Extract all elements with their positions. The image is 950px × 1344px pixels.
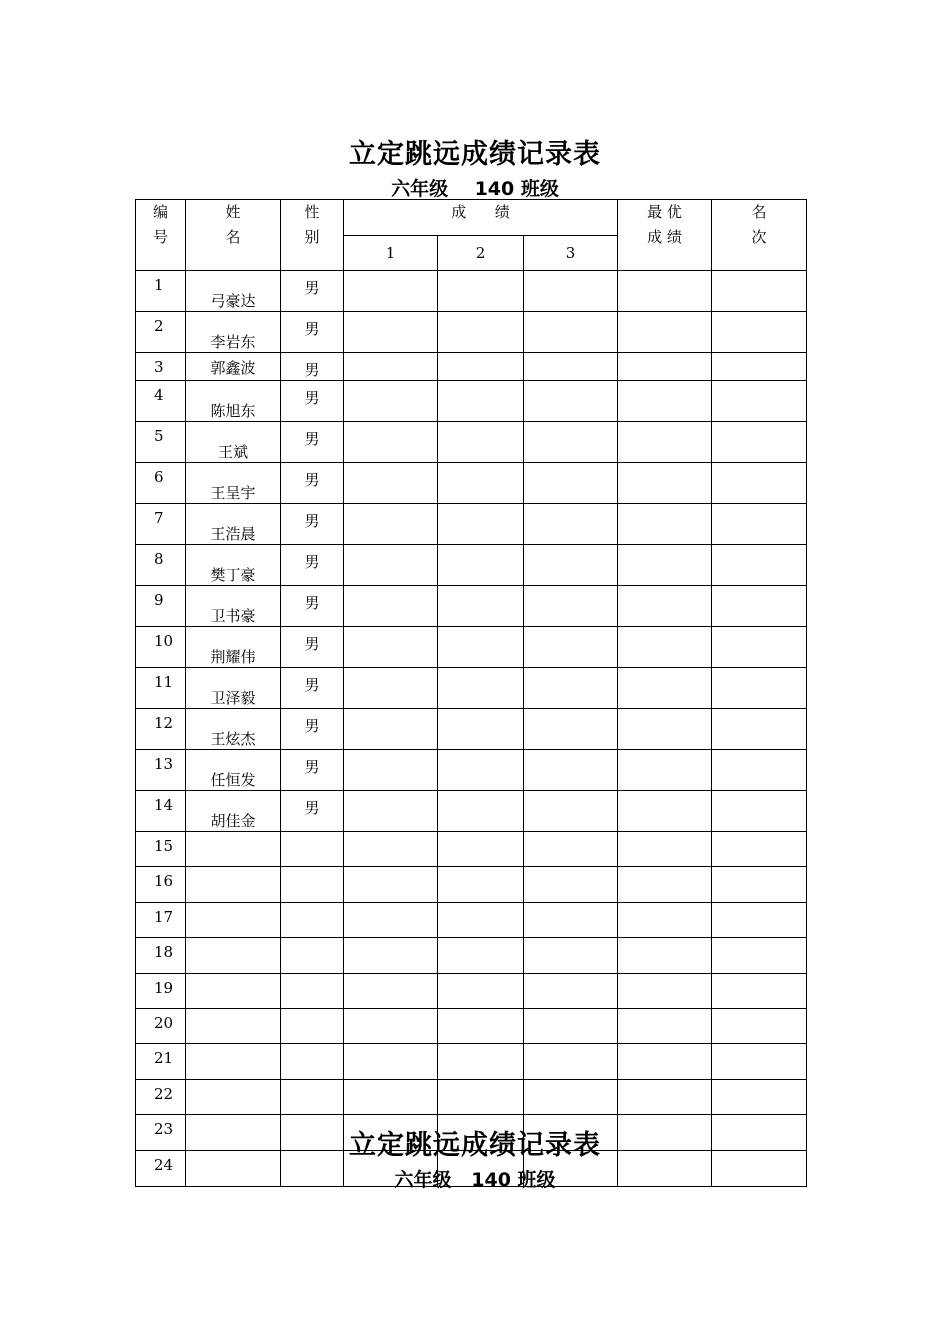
- row-number: 18: [136, 938, 186, 974]
- trial-3-cell: [524, 504, 618, 545]
- trial-2-cell: [438, 381, 524, 422]
- trial-2-cell: [438, 750, 524, 791]
- rank-cell: [712, 791, 807, 832]
- student-name: [186, 938, 281, 974]
- trial-1-cell: [344, 627, 438, 668]
- trial-3-cell: [524, 668, 618, 709]
- table-row: [136, 1044, 807, 1080]
- trial-2-cell: [438, 1009, 524, 1044]
- table-row: [136, 353, 807, 381]
- row-number: 19: [136, 974, 186, 1009]
- trial-3-cell: [524, 353, 618, 381]
- student-gender: [281, 903, 344, 938]
- table-row: [136, 504, 807, 545]
- trial-1-cell: [344, 750, 438, 791]
- rank-cell: [712, 750, 807, 791]
- header-best: 最 优 成 绩: [618, 200, 712, 271]
- best-score-cell: [618, 1080, 712, 1115]
- trial-1-cell: [344, 1080, 438, 1115]
- trial-2-cell: [438, 422, 524, 463]
- student-gender: 男: [281, 463, 344, 504]
- rank-cell: [712, 668, 807, 709]
- table-row: [136, 791, 807, 832]
- best-score-cell: [618, 709, 712, 750]
- best-score-cell: [618, 903, 712, 938]
- table-row: [136, 271, 807, 312]
- table-row: [136, 709, 807, 750]
- trial-2-cell: [438, 1080, 524, 1115]
- trial-1-cell: [344, 545, 438, 586]
- best-score-cell: [618, 271, 712, 312]
- trial-2-cell: [438, 867, 524, 903]
- trial-1-cell: [344, 381, 438, 422]
- score-table-body: [136, 271, 807, 1187]
- trial-3-cell: [524, 867, 618, 903]
- header-num: 编 号: [136, 200, 186, 271]
- trial-1-cell: [344, 422, 438, 463]
- row-number: 16: [136, 867, 186, 903]
- trial-1-cell: [344, 504, 438, 545]
- best-score-cell: [618, 832, 712, 867]
- trial-2-cell: [438, 586, 524, 627]
- table-row: [136, 1009, 807, 1044]
- student-name: 郭鑫波: [186, 353, 281, 381]
- trial-2-cell: [438, 353, 524, 381]
- student-name: 卫泽毅: [186, 668, 281, 709]
- table-row: [136, 867, 807, 903]
- row-number: 2: [136, 312, 186, 353]
- trial-2-cell: [438, 938, 524, 974]
- student-name: 荆耀伟: [186, 627, 281, 668]
- trial-2-cell: [438, 463, 524, 504]
- student-gender: [281, 974, 344, 1009]
- table-row: [136, 422, 807, 463]
- table-row: [136, 312, 807, 353]
- rank-cell: [712, 545, 807, 586]
- student-gender: [281, 832, 344, 867]
- trial-3-cell: [524, 709, 618, 750]
- trial-1-cell: [344, 791, 438, 832]
- student-name: 胡佳金: [186, 791, 281, 832]
- row-number: 1: [136, 271, 186, 312]
- best-score-cell: [618, 504, 712, 545]
- trial-2-cell: [438, 271, 524, 312]
- student-name: 王呈宇: [186, 463, 281, 504]
- student-name: 王炫杰: [186, 709, 281, 750]
- trial-3-cell: [524, 938, 618, 974]
- best-score-cell: [618, 1044, 712, 1080]
- trial-1-cell: [344, 463, 438, 504]
- trial-1-cell: [344, 586, 438, 627]
- student-gender: [281, 867, 344, 903]
- row-number: 13: [136, 750, 186, 791]
- row-number: 9: [136, 586, 186, 627]
- row-number: 4: [136, 381, 186, 422]
- rank-cell: [712, 381, 807, 422]
- student-gender: 男: [281, 353, 344, 381]
- student-name: 弓豪达: [186, 271, 281, 312]
- rank-cell: [712, 586, 807, 627]
- table-row: [136, 463, 807, 504]
- trial-2-cell: [438, 1044, 524, 1080]
- trial-1-cell: [344, 709, 438, 750]
- row-number: 24: [136, 1151, 186, 1187]
- trial-2-cell: [438, 668, 524, 709]
- rank-cell: [712, 1080, 807, 1115]
- rank-cell: [712, 1009, 807, 1044]
- student-gender: [281, 1044, 344, 1080]
- trial-1-cell: [344, 903, 438, 938]
- row-number: 22: [136, 1080, 186, 1115]
- header-trial-3: 3: [524, 236, 618, 271]
- trial-3-cell: [524, 903, 618, 938]
- student-gender: 男: [281, 791, 344, 832]
- student-name: [186, 1080, 281, 1115]
- row-number: 14: [136, 791, 186, 832]
- header-trial-1: 1: [344, 236, 438, 271]
- row-number: 10: [136, 627, 186, 668]
- trial-1-cell: [344, 353, 438, 381]
- trial-2-cell: [438, 627, 524, 668]
- best-score-cell: [618, 586, 712, 627]
- trial-1-cell: [344, 1044, 438, 1080]
- trial-3-cell: [524, 974, 618, 1009]
- trial-1-cell: [344, 832, 438, 867]
- trial-3-cell: [524, 750, 618, 791]
- rank-cell: [712, 463, 807, 504]
- rank-cell: [712, 271, 807, 312]
- rank-cell: [712, 353, 807, 381]
- row-number: 12: [136, 709, 186, 750]
- student-name: [186, 832, 281, 867]
- row-number: 8: [136, 545, 186, 586]
- student-name: 卫书豪: [186, 586, 281, 627]
- rank-cell: [712, 867, 807, 903]
- trial-3-cell: [524, 422, 618, 463]
- student-name: [186, 867, 281, 903]
- student-gender: 男: [281, 750, 344, 791]
- trial-2-cell: [438, 545, 524, 586]
- student-name: 樊丁豪: [186, 545, 281, 586]
- best-score-cell: [618, 867, 712, 903]
- header-trial-2: 2: [438, 236, 524, 271]
- row-number: 17: [136, 903, 186, 938]
- row-number: 7: [136, 504, 186, 545]
- trial-3-cell: [524, 312, 618, 353]
- trial-2-cell: [438, 974, 524, 1009]
- trial-2-cell: [438, 709, 524, 750]
- best-score-cell: [618, 974, 712, 1009]
- best-score-cell: [618, 312, 712, 353]
- best-score-cell: [618, 1009, 712, 1044]
- trial-3-cell: [524, 586, 618, 627]
- trial-1-cell: [344, 271, 438, 312]
- rank-cell: [712, 832, 807, 867]
- table-row: [136, 974, 807, 1009]
- student-gender: 男: [281, 586, 344, 627]
- best-score-cell: [618, 750, 712, 791]
- rank-cell: [712, 312, 807, 353]
- trial-3-cell: [524, 1080, 618, 1115]
- rank-cell: [712, 1044, 807, 1080]
- student-name: [186, 1044, 281, 1080]
- student-gender: [281, 1009, 344, 1044]
- best-score-cell: [618, 627, 712, 668]
- footer-title: 立定跳远成绩记录表: [349, 1130, 601, 1161]
- header-name: 姓 名: [186, 200, 281, 271]
- row-number: 20: [136, 1009, 186, 1044]
- best-score-cell: [618, 791, 712, 832]
- student-gender: 男: [281, 504, 344, 545]
- student-gender: 男: [281, 271, 344, 312]
- student-gender: 男: [281, 627, 344, 668]
- footer-subtitle: 六年级 140 班级: [394, 1169, 556, 1191]
- student-name: 陈旭东: [186, 381, 281, 422]
- trial-2-cell: [438, 903, 524, 938]
- row-number: 3: [136, 353, 186, 381]
- student-gender: 男: [281, 668, 344, 709]
- best-score-cell: [618, 463, 712, 504]
- trial-2-cell: [438, 312, 524, 353]
- trial-3-cell: [524, 832, 618, 867]
- student-name: [186, 1009, 281, 1044]
- row-number: 23: [136, 1115, 186, 1151]
- rank-cell: [712, 422, 807, 463]
- trial-3-cell: [524, 271, 618, 312]
- student-name: 王浩晨: [186, 504, 281, 545]
- row-number: 15: [136, 832, 186, 867]
- trial-1-cell: [344, 867, 438, 903]
- score-table: [135, 199, 807, 1187]
- trial-1-cell: [344, 974, 438, 1009]
- table-row: [136, 1080, 807, 1115]
- trial-3-cell: [524, 791, 618, 832]
- table-row: [136, 586, 807, 627]
- rank-cell: [712, 709, 807, 750]
- trial-1-cell: [344, 668, 438, 709]
- student-name: 李岩东: [186, 312, 281, 353]
- student-gender: [281, 938, 344, 974]
- best-score-cell: [618, 938, 712, 974]
- trial-3-cell: [524, 1009, 618, 1044]
- best-score-cell: [618, 545, 712, 586]
- header-score: 成 绩: [344, 200, 618, 236]
- best-score-cell: [618, 422, 712, 463]
- student-gender: [281, 1080, 344, 1115]
- rank-cell: [712, 938, 807, 974]
- trial-1-cell: [344, 312, 438, 353]
- header-rank: 名 次: [712, 200, 807, 271]
- student-name: [186, 903, 281, 938]
- row-number: 21: [136, 1044, 186, 1080]
- table-row: [136, 381, 807, 422]
- student-gender: 男: [281, 422, 344, 463]
- table-row: [136, 903, 807, 938]
- rank-cell: [712, 903, 807, 938]
- page-title: 立定跳远成绩记录表: [349, 139, 601, 170]
- table-row: [136, 627, 807, 668]
- table-row: [136, 668, 807, 709]
- student-name: 王斌: [186, 422, 281, 463]
- header-gender: 性 别: [281, 200, 344, 271]
- row-number: 11: [136, 668, 186, 709]
- student-gender: 男: [281, 545, 344, 586]
- rank-cell: [712, 504, 807, 545]
- trial-3-cell: [524, 381, 618, 422]
- student-gender: 男: [281, 312, 344, 353]
- table-row: [136, 750, 807, 791]
- row-number: 6: [136, 463, 186, 504]
- table-row: [136, 832, 807, 867]
- table-row: [136, 938, 807, 974]
- rank-cell: [712, 627, 807, 668]
- trial-3-cell: [524, 627, 618, 668]
- best-score-cell: [618, 353, 712, 381]
- page-subtitle: 六年级 140 班级: [391, 178, 559, 200]
- table-row: [136, 545, 807, 586]
- trial-3-cell: [524, 463, 618, 504]
- trial-1-cell: [344, 1009, 438, 1044]
- rank-cell: [712, 974, 807, 1009]
- trial-2-cell: [438, 832, 524, 867]
- trial-2-cell: [438, 791, 524, 832]
- student-gender: 男: [281, 709, 344, 750]
- trial-2-cell: [438, 504, 524, 545]
- student-gender: 男: [281, 381, 344, 422]
- trial-3-cell: [524, 1044, 618, 1080]
- student-name: 任恒发: [186, 750, 281, 791]
- student-name: [186, 974, 281, 1009]
- row-number: 5: [136, 422, 186, 463]
- trial-3-cell: [524, 545, 618, 586]
- best-score-cell: [618, 381, 712, 422]
- best-score-cell: [618, 668, 712, 709]
- trial-1-cell: [344, 938, 438, 974]
